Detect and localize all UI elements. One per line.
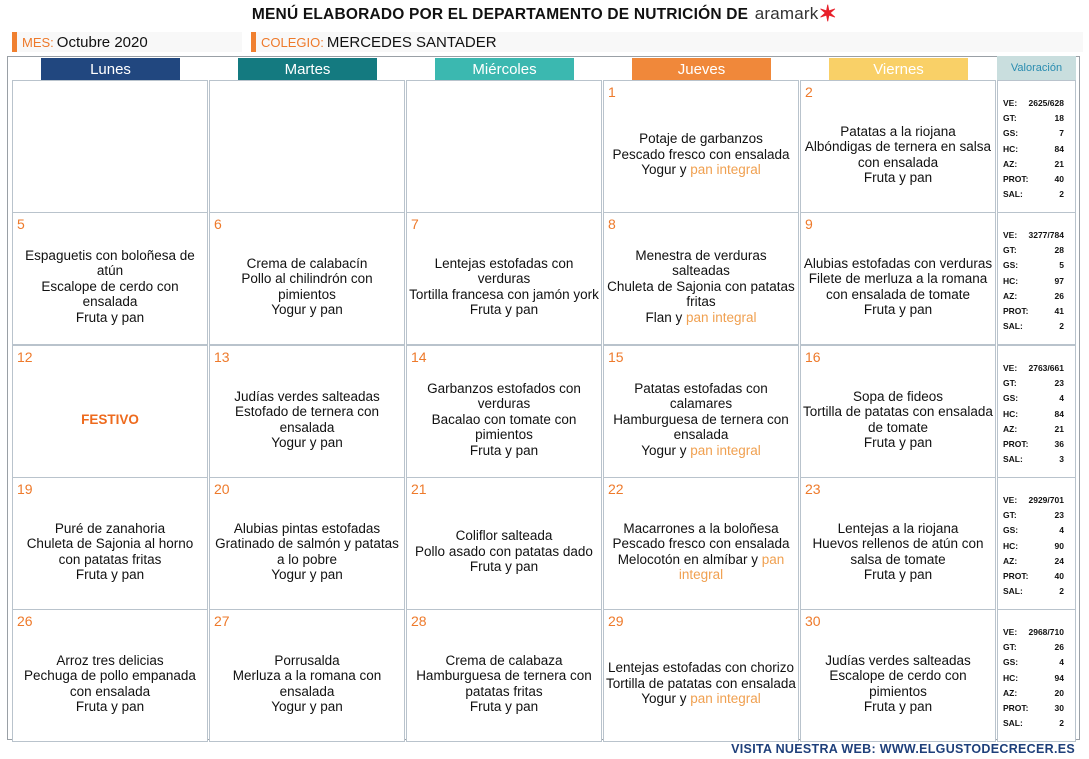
day-cell xyxy=(406,477,602,610)
star-icon: ✶ xyxy=(818,1,838,26)
menu-dish: Pechuga de pollo empanada con ensalada xyxy=(24,668,196,699)
menu-dish: Sopa de fideos xyxy=(852,388,944,404)
nutrition-values xyxy=(997,80,1076,213)
nutrition-value: 28 xyxy=(1054,244,1064,255)
nutrition-label: SAL: xyxy=(1003,454,1023,465)
menu-dish: Fruta y pan xyxy=(863,699,933,714)
nutrition-label: HC: xyxy=(1003,275,1019,286)
menu-dish: Alubias pintas estofadas xyxy=(233,520,381,536)
day-cell xyxy=(406,609,602,742)
menu-dish: Merluza a la romana con ensalada xyxy=(232,668,382,699)
nutrition-label: GS: xyxy=(1003,260,1019,271)
nutrition-value: 97 xyxy=(1054,275,1064,286)
nutrition-label: SAL: xyxy=(1003,189,1023,200)
day-number: 29 xyxy=(608,613,624,629)
holiday-label: FESTIVO xyxy=(81,411,139,427)
day-cell xyxy=(406,80,602,213)
day-number: 30 xyxy=(805,613,821,629)
school-label: COLEGIO: xyxy=(261,35,324,50)
day-number: 22 xyxy=(608,481,624,497)
nutrition-label: SAL: xyxy=(1003,586,1023,597)
day-cell xyxy=(12,80,208,213)
menu-dish: Fruta y pan xyxy=(75,699,145,714)
day-cell xyxy=(209,212,405,345)
nutrition-value: 20 xyxy=(1054,687,1064,698)
menu-dish: Judías verdes salteadas xyxy=(825,652,971,668)
nutrition-value: 84 xyxy=(1054,143,1064,154)
menu-text xyxy=(212,368,402,471)
menu-dish: Lentejas a la riojana xyxy=(837,520,959,536)
menu-dish: Bacalao con tomate con pimientos xyxy=(431,411,577,443)
menu-text xyxy=(803,235,993,338)
nutrition-label: AZ: xyxy=(1003,687,1018,698)
day-number: 8 xyxy=(608,216,616,232)
nutrition-value: 4 xyxy=(1059,657,1064,668)
menu-text xyxy=(409,235,599,338)
menu-dish: Yogur y pan xyxy=(271,567,343,582)
menu-dish: Fruta y pan xyxy=(75,567,145,582)
page-title xyxy=(0,1,1089,26)
nutrition-label: AZ: xyxy=(1003,158,1018,169)
menu-dish: Melocotón en almíbar y pan integral xyxy=(617,551,785,582)
menu-dish: Chuleta de Sajonia al horno con patatas fritas xyxy=(26,536,194,567)
nutrition-label: GT: xyxy=(1003,377,1017,388)
nutrition-label: GS: xyxy=(1003,657,1019,668)
menu-dish: Macarrones a la boloñesa xyxy=(623,520,779,536)
menu-dish: Huevos rellenos de atún con salsa de tomate xyxy=(812,536,984,567)
menu-text xyxy=(15,103,205,206)
day-cell xyxy=(12,477,208,610)
nutrition-label: SAL: xyxy=(1003,718,1023,729)
nutrition-value: 2 xyxy=(1059,189,1064,200)
nutrition-value: 2 xyxy=(1059,586,1064,597)
nutrition-value: 94 xyxy=(1054,672,1064,683)
day-number: 28 xyxy=(411,613,427,629)
day-number: 13 xyxy=(214,349,230,365)
nutrition-values xyxy=(997,609,1076,742)
nutrition-value: 4 xyxy=(1059,393,1064,404)
menu-dish: Escalope de cerdo con ensalada xyxy=(41,278,179,310)
menu-dish: Garbanzos estofados con verduras xyxy=(427,380,581,412)
day-number: 5 xyxy=(17,216,25,232)
nutrition-value: 23 xyxy=(1054,377,1064,388)
nutrition-value: 90 xyxy=(1054,540,1064,551)
nutrition-value: 36 xyxy=(1054,439,1064,450)
nutrition-label: VE: xyxy=(1003,362,1018,373)
menu-dish: Yogur y pan integral xyxy=(641,691,761,707)
whole-bread-label: pan integral xyxy=(678,551,785,582)
day-number: 7 xyxy=(411,216,419,232)
menu-text xyxy=(606,500,796,603)
nutrition-label: VE: xyxy=(1003,626,1018,637)
menu-dish: Fruta y pan xyxy=(469,302,539,317)
day-header-miércoles: Miércoles xyxy=(435,58,574,80)
day-header-viernes: Viernes xyxy=(829,58,968,80)
menu-dish: Patatas estofadas con calamares xyxy=(634,380,768,412)
menu-text xyxy=(803,632,993,735)
nutrition-value: 3277/784 xyxy=(1028,229,1064,240)
nutrition-label: PROT: xyxy=(1003,306,1029,317)
menu-dish: Fruta y pan xyxy=(75,309,145,325)
nutrition-label: GT: xyxy=(1003,112,1017,123)
menu-dish: Pollo al chilindrón con pimientos xyxy=(241,271,373,302)
menu-dish: Alubias estofadas con verduras xyxy=(803,255,993,271)
menu-dish: Estofado de ternera con ensalada xyxy=(234,404,380,435)
nutrition-label: SAL: xyxy=(1003,321,1023,332)
day-cell xyxy=(603,80,799,213)
menu-dish: Fruta y pan xyxy=(863,435,933,450)
day-cell xyxy=(800,80,996,213)
day-number: 19 xyxy=(17,481,33,497)
day-cell xyxy=(12,609,208,742)
nutrition-label: PROT: xyxy=(1003,571,1029,582)
nutrition-label: VE: xyxy=(1003,494,1018,505)
menu-text xyxy=(15,368,205,471)
day-cell xyxy=(603,609,799,742)
menu-dish: Fruta y pan xyxy=(863,302,933,317)
day-number: 1 xyxy=(608,84,616,100)
menu-dish: Porrusalda xyxy=(274,652,340,668)
menu-text xyxy=(15,235,205,338)
nutrition-value: 21 xyxy=(1054,158,1064,169)
nutrition-label: PROT: xyxy=(1003,703,1029,714)
menu-text xyxy=(409,103,599,206)
day-cell xyxy=(406,345,602,478)
menu-text xyxy=(212,500,402,603)
menu-dish: Fruta y pan xyxy=(469,442,539,458)
menu-text xyxy=(212,103,402,206)
nutrition-value: 24 xyxy=(1054,555,1064,566)
menu-dish: Lentejas estofadas con verduras xyxy=(434,255,574,286)
nutrition-value: 40 xyxy=(1054,571,1064,582)
nutrition-value: 2 xyxy=(1059,321,1064,332)
menu-dish: Yogur y pan xyxy=(271,699,343,714)
nutrition-value: 7 xyxy=(1059,128,1064,139)
menu-text xyxy=(409,368,599,471)
menu-dish: Espaguetis con boloñesa de atún xyxy=(25,247,195,279)
day-number: 20 xyxy=(214,481,230,497)
menu-dish: Escalope de cerdo con pimientos xyxy=(829,668,967,699)
menu-text xyxy=(409,632,599,735)
menu-dish: Fruta y pan xyxy=(469,699,539,714)
menu-dish: Yogur y pan xyxy=(271,302,343,317)
menu-dish: Pollo asado con patatas dado xyxy=(415,543,593,559)
day-number: 16 xyxy=(805,349,821,365)
nutrition-value: 41 xyxy=(1054,306,1064,317)
day-cell xyxy=(800,345,996,478)
menu-dish: Yogur y pan integral xyxy=(641,442,761,458)
menu-dish: Yogur y pan integral xyxy=(641,162,761,178)
nutrition-label: HC: xyxy=(1003,672,1019,683)
nutrition-label: HC: xyxy=(1003,408,1019,419)
menu-dish: Fruta y pan xyxy=(863,170,933,185)
nutrition-label: GS: xyxy=(1003,393,1019,404)
day-cell xyxy=(12,212,208,345)
menu-text xyxy=(803,103,993,206)
day-number: 2 xyxy=(805,84,813,100)
menu-text xyxy=(803,368,993,471)
nutrition-value: 2968/710 xyxy=(1028,626,1064,637)
menu-dish: Lentejas estofadas con chorizo xyxy=(607,660,795,676)
menu-text xyxy=(409,500,599,603)
day-header-jueves: Jueves xyxy=(632,58,771,80)
nutrition-value: 26 xyxy=(1054,290,1064,301)
nutrition-label: GT: xyxy=(1003,509,1017,520)
month-value: Octubre 2020 xyxy=(56,34,148,51)
day-cell xyxy=(800,212,996,345)
day-cell xyxy=(406,212,602,345)
menu-dish: Potaje de garbanzos xyxy=(639,131,763,147)
day-cell xyxy=(603,345,799,478)
menu-text xyxy=(15,632,205,735)
nutrition-value: 2625/628 xyxy=(1028,97,1064,108)
menu-dish: Gratinado de salmón y patatas a lo pobre xyxy=(215,536,399,567)
nutrition-label: GS: xyxy=(1003,525,1019,536)
day-number: 26 xyxy=(17,613,33,629)
nutrition-label: PROT: xyxy=(1003,174,1029,185)
day-number: 23 xyxy=(805,481,821,497)
menu-dish: Crema de calabaza xyxy=(445,652,563,668)
nutrition-values xyxy=(997,212,1076,345)
menu-dish: Albóndigas de ternera en salsa con ensalada xyxy=(804,139,992,170)
nutrition-value: 26 xyxy=(1054,641,1064,652)
day-cell xyxy=(603,212,799,345)
menu-dish: Flan y pan integral xyxy=(645,309,757,325)
nutrition-label: HC: xyxy=(1003,143,1019,154)
nutrition-value: 18 xyxy=(1054,112,1064,123)
day-cell xyxy=(12,345,208,478)
day-cell xyxy=(209,345,405,478)
nutrition-value: 2 xyxy=(1059,718,1064,729)
aramark-logo: aramark xyxy=(754,4,819,23)
month-box xyxy=(12,32,242,52)
nutrition-values xyxy=(997,477,1076,610)
menu-text xyxy=(15,500,205,603)
nutrition-label: GS: xyxy=(1003,128,1019,139)
menu-dish: Arroz tres delicias xyxy=(56,652,164,668)
menu-dish: Coliflor salteada xyxy=(455,528,553,544)
nutrition-value: 30 xyxy=(1054,703,1064,714)
day-number: 15 xyxy=(608,349,624,365)
nutrition-value: 3 xyxy=(1059,454,1064,465)
menu-dish: Filete de merluza a la romana con ensalada de tomate xyxy=(808,271,988,302)
menu-dish: Fruta y pan xyxy=(469,559,539,575)
day-number: 9 xyxy=(805,216,813,232)
day-number: 12 xyxy=(17,349,33,365)
valoracion-header: Valoración xyxy=(997,56,1076,80)
nutrition-value: 5 xyxy=(1059,260,1064,271)
whole-bread-label: pan integral xyxy=(690,691,761,707)
website-footer[interactable]: VISITA NUESTRA WEB: WWW.ELGUSTODECRECER.ES xyxy=(731,742,1075,756)
nutrition-label: AZ: xyxy=(1003,555,1018,566)
menu-text xyxy=(212,235,402,338)
menu-text xyxy=(606,235,796,338)
menu-dish: Tortilla francesa con jamón york xyxy=(409,286,599,302)
day-number: 14 xyxy=(411,349,427,365)
menu-dish: Crema de calabacín xyxy=(246,255,368,271)
nutrition-label: HC: xyxy=(1003,540,1019,551)
whole-bread-label: pan integral xyxy=(690,442,761,458)
menu-text xyxy=(606,368,796,471)
menu-text xyxy=(803,500,993,603)
nutrition-value: 21 xyxy=(1054,423,1064,434)
nutrition-label: AZ: xyxy=(1003,290,1018,301)
title-text: MENÚ ELABORADO POR EL DEPARTAMENTO DE NUTRICIÓN DE xyxy=(251,6,749,23)
menu-dish: Tortilla de patatas con ensalada xyxy=(606,675,796,691)
menu-dish: Hamburguesa de ternera con patatas fritas xyxy=(416,668,592,699)
nutrition-value: 4 xyxy=(1059,525,1064,536)
menu-dish: Chuleta de Sajonia con patatas fritas xyxy=(607,278,795,310)
menu-dish: Hamburguesa de ternera con ensalada xyxy=(613,411,789,443)
nutrition-value: 40 xyxy=(1054,174,1064,185)
day-number: 27 xyxy=(214,613,230,629)
menu-text xyxy=(606,632,796,735)
nutrition-values xyxy=(997,345,1076,478)
menu-text xyxy=(606,103,796,206)
school-box xyxy=(251,32,1083,52)
menu-dish: Judías verdes salteadas xyxy=(234,388,380,404)
whole-bread-label: pan integral xyxy=(690,162,761,178)
day-number: 21 xyxy=(411,481,427,497)
day-number: 6 xyxy=(214,216,222,232)
day-cell xyxy=(209,80,405,213)
day-cell xyxy=(800,477,996,610)
menu-dish: Tortilla de patatas con ensalada de tomate xyxy=(803,404,993,435)
nutrition-label: GT: xyxy=(1003,244,1017,255)
day-cell xyxy=(209,609,405,742)
menu-dish: Menestra de verduras salteadas xyxy=(635,247,767,279)
nutrition-label: VE: xyxy=(1003,229,1018,240)
menu-text xyxy=(212,632,402,735)
nutrition-label: GT: xyxy=(1003,641,1017,652)
nutrition-value: 2929/701 xyxy=(1028,494,1064,505)
whole-bread-label: pan integral xyxy=(685,309,757,325)
nutrition-value: 84 xyxy=(1054,408,1064,419)
nutrition-value: 2763/661 xyxy=(1028,362,1064,373)
menu-dish: Pescado fresco con ensalada xyxy=(612,536,790,551)
menu-dish: Pescado fresco con ensalada xyxy=(612,146,790,162)
nutrition-label: PROT: xyxy=(1003,439,1029,450)
day-header-martes: Martes xyxy=(238,58,377,80)
school-value: MERCEDES SANTADER xyxy=(326,34,497,51)
menu-dish: Fruta y pan xyxy=(863,567,933,582)
day-cell xyxy=(209,477,405,610)
menu-dish: Puré de zanahoria xyxy=(54,520,166,536)
day-cell xyxy=(800,609,996,742)
nutrition-value: 23 xyxy=(1054,509,1064,520)
nutrition-label: AZ: xyxy=(1003,423,1018,434)
month-label: MES: xyxy=(22,35,54,50)
menu-dish: Patatas a la riojana xyxy=(840,123,956,139)
nutrition-label: VE: xyxy=(1003,97,1018,108)
menu-dish: Yogur y pan xyxy=(271,435,343,450)
day-cell xyxy=(603,477,799,610)
day-header-lunes: Lunes xyxy=(41,58,180,80)
